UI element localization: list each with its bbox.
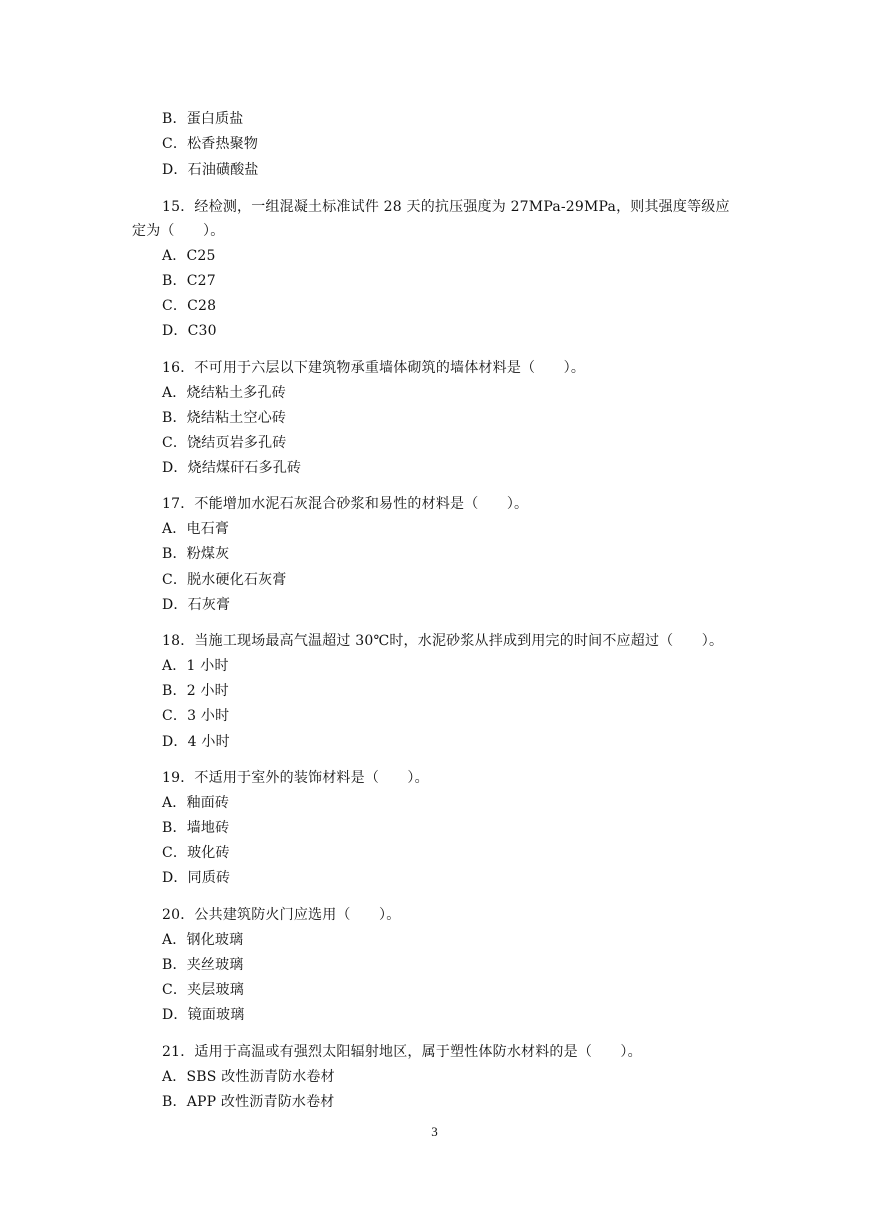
page-number: 3 [431,1124,438,1139]
question-21-stem: 21．适用于高温或有强烈太阳辐射地区，属于塑性体防水材料的是（ ）。 [162,1044,642,1060]
question-15-option-a: A．C25 [162,248,216,264]
question-15-option-d: D．C30 [162,323,217,339]
question-17-option-b: B．粉煤灰 [162,546,230,562]
question-19-option-b: B．墙地砖 [162,820,230,836]
question-18-option-c: C．3 小时 [162,708,230,724]
question-21-option-a: A．SBS 改性沥青防水卷材 [162,1069,335,1085]
question-15-option-b: B．C27 [162,273,216,289]
question-16-option-b: B．烧结粘土空心砖 [162,410,287,426]
question-16-option-c: C．饶结页岩多孔砖 [162,435,287,451]
question-18-option-b: B．2 小时 [162,683,229,699]
question-19-option-a: A．釉面砖 [162,795,230,811]
question-16-option-d: D．烧结煤矸石多孔砖 [162,460,302,476]
question-17-option-a: A．电石膏 [162,521,230,537]
question-17-stem: 17．不能增加水泥石灰混合砂浆和易性的材料是（ ）。 [162,496,529,512]
question-19-option-d: D．同质砖 [162,870,231,886]
prev-option-d: D．石油磺酸盐 [162,162,259,178]
question-16-stem: 16．不可用于六层以下建筑物承重墙体砌筑的墙体材料是（ ）。 [162,360,586,376]
question-16-option-a: A．烧结粘土多孔砖 [162,385,286,401]
question-20-option-a: A．钢化玻璃 [162,932,244,948]
question-20-option-c: C．夹层玻璃 [162,982,244,998]
question-15-option-c: C．C28 [162,298,217,314]
question-18-stem: 18．当施工现场最高气温超过 30℃时，水泥砂浆从拌成到用完的时间不应超过（ ）。 [162,633,724,649]
question-15-stem-line-2: 定为（ ）。 [132,223,225,239]
question-20-option-d: D．镜面玻璃 [162,1007,245,1023]
prev-option-c: C．松香热聚物 [162,136,259,152]
prev-option-b: B．蛋白质盐 [162,111,244,127]
question-19-stem: 19．不适用于室外的装饰材料是（ ）。 [162,770,429,786]
question-17-option-c: C．脱水硬化石灰膏 [162,572,287,588]
question-19-option-c: C．玻化砖 [162,845,230,861]
question-20-stem: 20．公共建筑防火门应选用（ ）。 [162,907,401,923]
question-18-option-a: A．1 小时 [162,658,229,674]
question-20-option-b: B．夹丝玻璃 [162,957,244,973]
question-17-option-d: D．石灰膏 [162,597,231,613]
question-21-option-b: B．APP 改性沥青防水卷材 [162,1094,335,1110]
question-15-stem-line-1: 15．经检测，一组混凝土标准试件 28 天的抗压强度为 27MPa-29MPa，则其强度等级应 [162,199,730,215]
question-18-option-d: D．4 小时 [162,734,230,750]
